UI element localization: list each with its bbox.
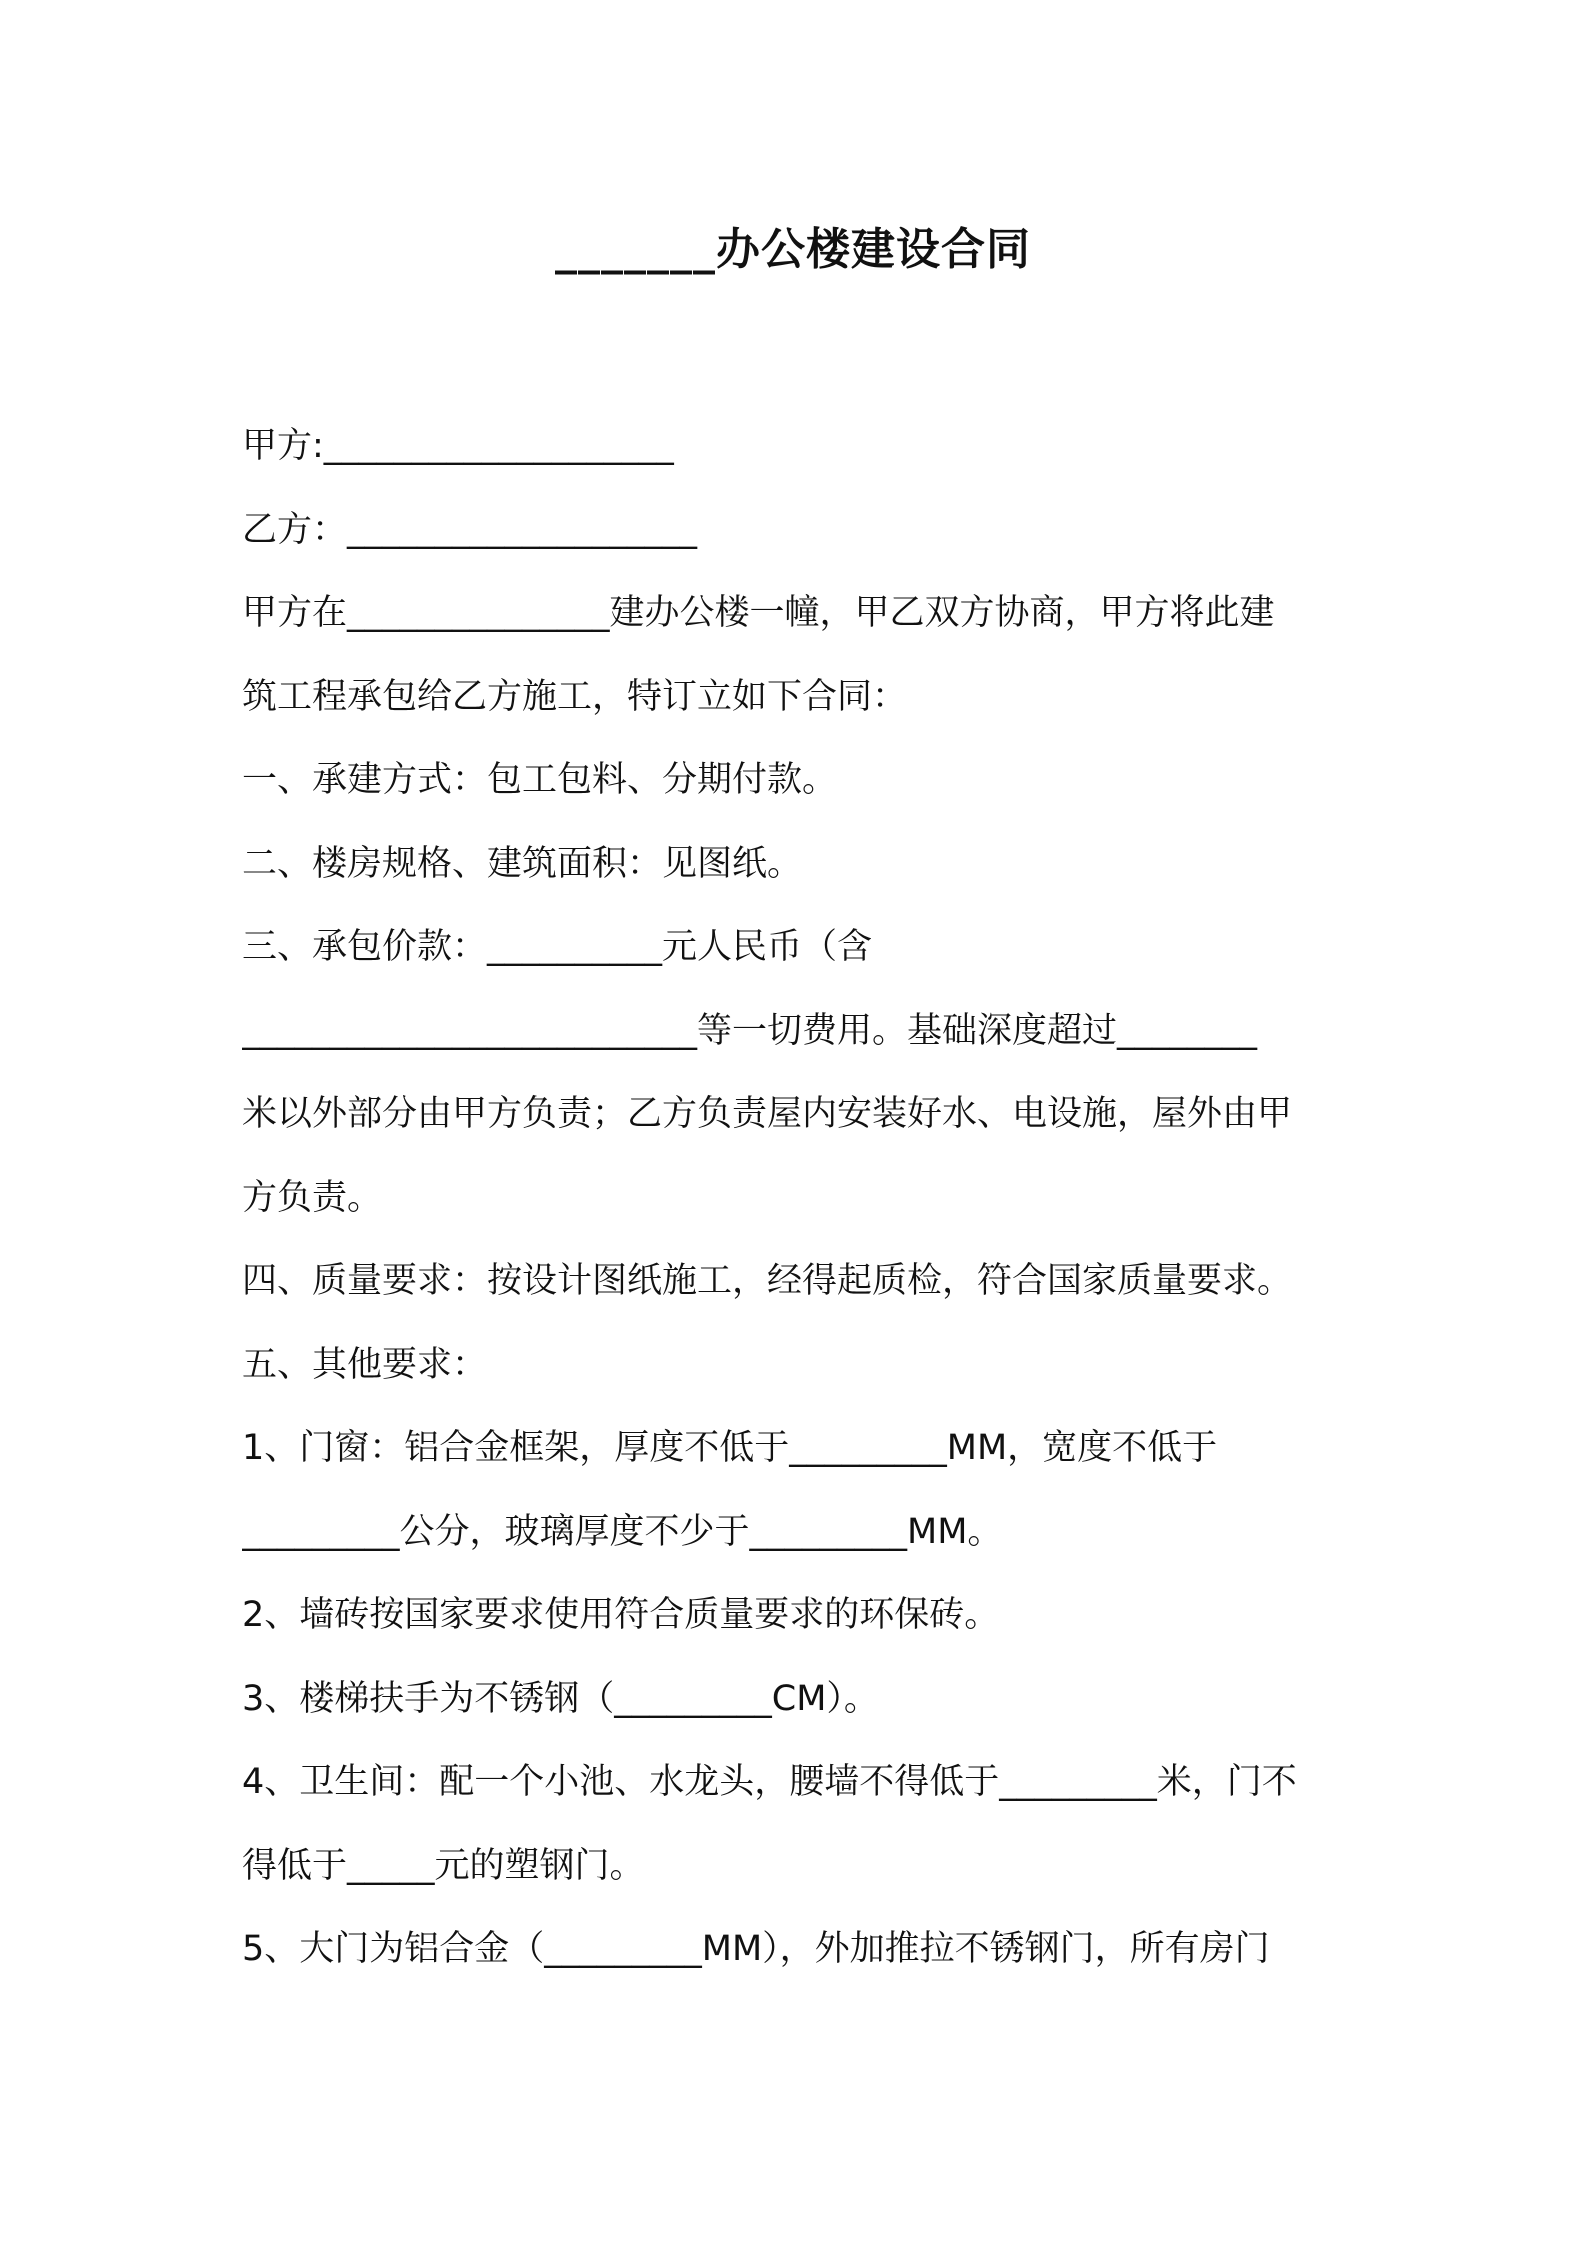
item-2: 2、墙砖按国家要求使用符合质量要求的环保砖。	[242, 1595, 1000, 1635]
clause-5-heading: 五、其他要求：	[242, 1344, 488, 1385]
clause-4: 四、质量要求：按设计图纸施工，经得起质检，符合国家质量要求。	[242, 1261, 1293, 1301]
page-title: _______办公楼建设合同	[555, 224, 1031, 275]
item-4-line-1: 4、卫生间：配一个小池、水龙头，腰墙不得低于_________米，门不	[242, 1762, 1297, 1802]
clause-3-line-1: 三、承包价款：__________元人民币（含	[242, 927, 873, 967]
clause-3-line-3: 米以外部分由甲方负责；乙方负责屋内安装好水、电设施，屋外由甲	[242, 1094, 1293, 1134]
item-1-line-2: _________公分，玻璃厚度不少于_________MM。	[242, 1511, 1003, 1552]
clause-3-line-2: __________________________等一切费用。基础深度超过________	[242, 1010, 1258, 1051]
party-a-line: 甲方:____________________	[242, 426, 674, 466]
item-3: 3、楼梯扶手为不锈钢（_________CM）。	[242, 1678, 879, 1719]
contract-body	[242, 405, 1362, 1992]
preamble-line-1: 甲方在_______________建办公楼一幢，甲乙双方协商，甲方将此建	[242, 593, 1275, 633]
item-5-line-1: 5、大门为铝合金（_________MM），外加推拉不锈钢门，所有房门	[242, 1929, 1270, 1969]
clause-1: 一、承建方式：包工包料、分期付款。	[242, 760, 838, 800]
item-1-line-1: 1、门窗：铝合金框架，厚度不低于_________MM，宽度不低于	[242, 1428, 1218, 1468]
clause-3-line-4: 方负责。	[242, 1177, 383, 1218]
clause-2: 二、楼房规格、建筑面积：见图纸。	[242, 843, 803, 884]
item-4-line-2: 得低于_____元的塑钢门。	[242, 1845, 645, 1886]
party-b-line: 乙方：____________________	[242, 509, 698, 550]
preamble-line-2: 筑工程承包给乙方施工，特订立如下合同：	[242, 676, 908, 717]
